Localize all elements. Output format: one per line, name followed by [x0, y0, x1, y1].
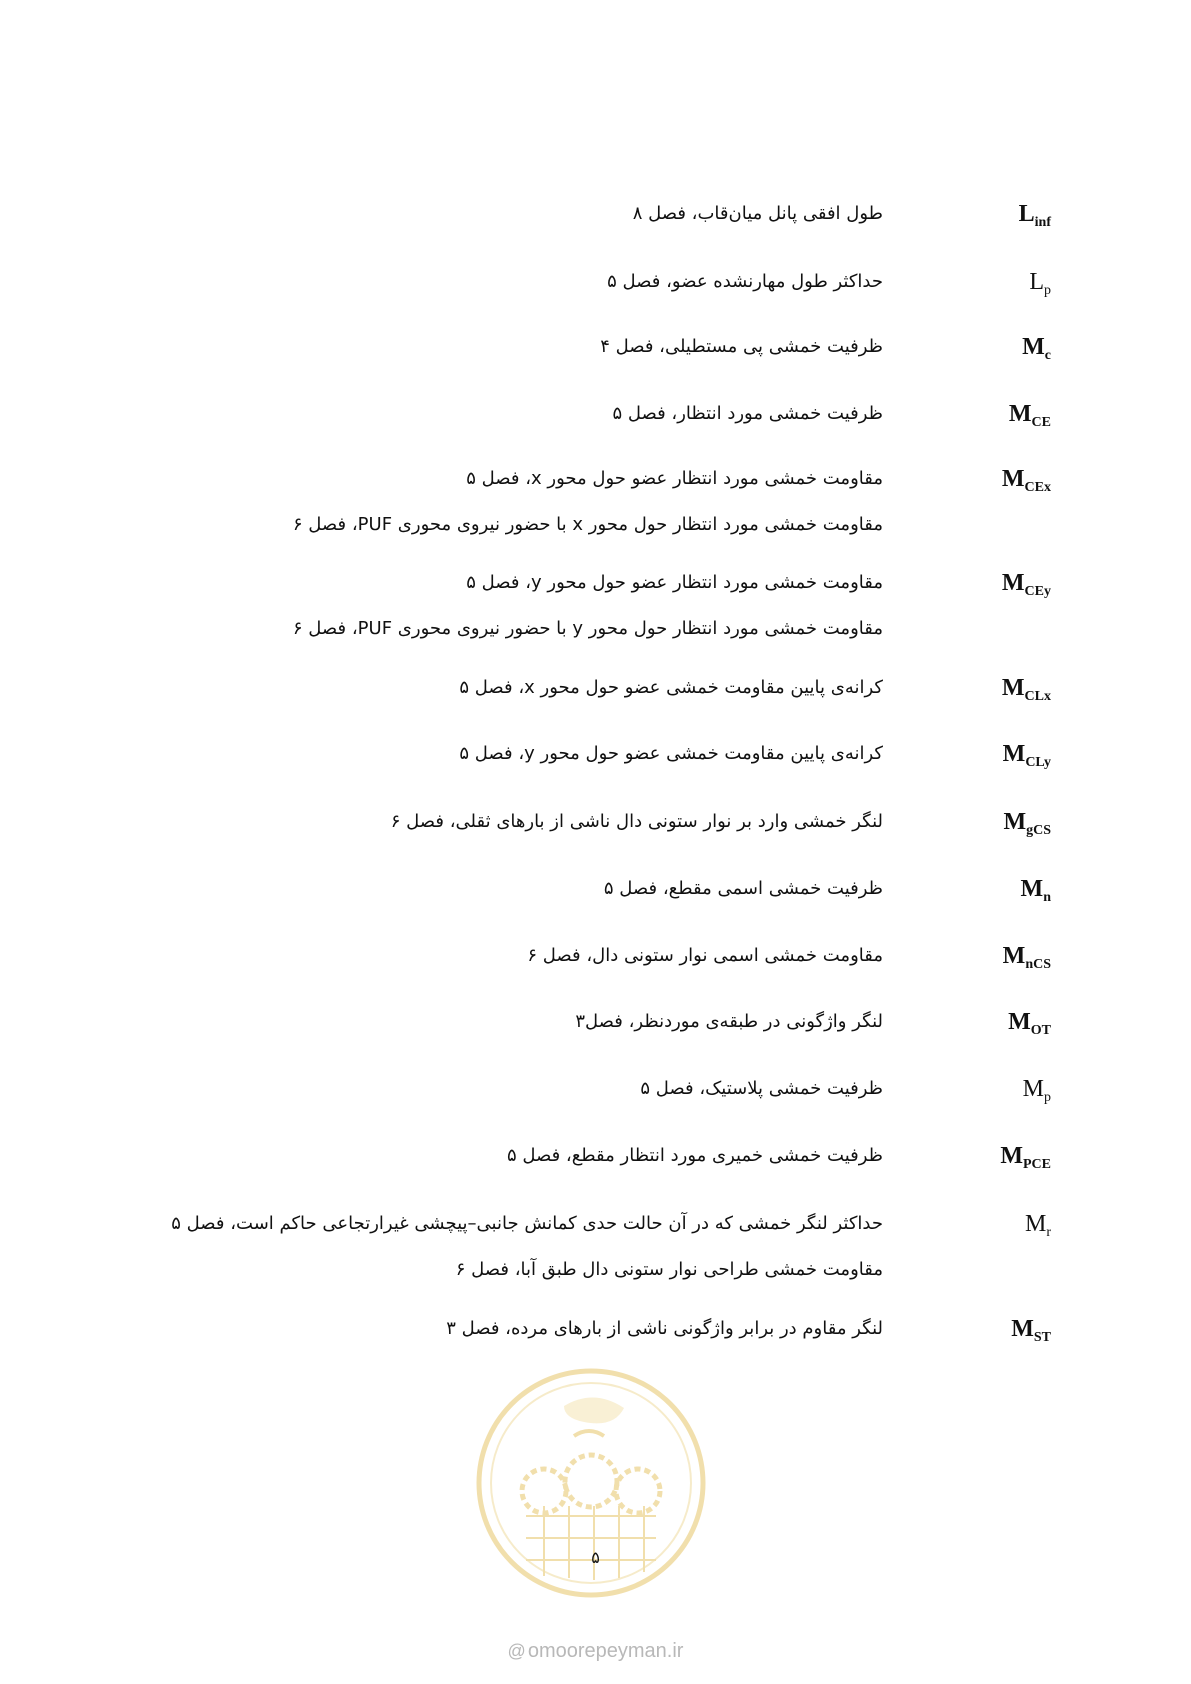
symbol-subscript: r — [1046, 1225, 1051, 1240]
symbol-base: M — [1020, 876, 1044, 902]
symbol-subscript: inf — [1034, 215, 1051, 230]
description-line: مقاومت خمشی مورد انتظار عضو حول محور x، فصل ۵ — [466, 468, 883, 489]
symbol-subscript: OT — [1030, 1023, 1051, 1038]
footer-watermark-site — [0, 1640, 1191, 1663]
symbol — [911, 808, 1051, 836]
symbol — [911, 268, 1051, 296]
symbol-description — [63, 1008, 883, 1036]
description-line: حداکثر لنگر خمشی که در آن حالت حدی کمانش جانبی–پیچشی غیرارتجاعی حاکم است، فصل ۵ — [171, 1213, 883, 1234]
symbol-subscript: CE — [1031, 415, 1051, 430]
symbol-subscript: CLy — [1025, 755, 1051, 770]
symbol-description — [63, 465, 883, 539]
symbol — [911, 942, 1051, 970]
symbol — [911, 740, 1051, 768]
description-line: مقاومت خمشی مورد انتظار عضو حول محور y، فصل ۵ — [466, 572, 883, 593]
symbol-base: M — [1022, 334, 1045, 360]
symbol — [911, 674, 1051, 702]
symbol-subscript: p — [1044, 1090, 1051, 1105]
symbol-base: M — [1011, 1316, 1034, 1342]
symbol — [911, 465, 1051, 493]
description-line: مقاومت خمشی مورد انتظار حول محور y با حضور نیروی محوری PUF، فصل ۶ — [292, 618, 883, 639]
symbol-description — [63, 1142, 883, 1170]
symbol-description — [63, 400, 883, 428]
symbol-description — [63, 1210, 883, 1284]
symbol — [911, 1008, 1051, 1036]
symbol — [911, 1315, 1051, 1343]
symbol-base: M — [1008, 401, 1032, 427]
symbol-subscript: nCS — [1025, 957, 1051, 972]
symbol-subscript: PCE — [1023, 1157, 1051, 1172]
symbol — [911, 1075, 1051, 1103]
symbol-subscript: p — [1044, 283, 1051, 298]
symbol — [911, 569, 1051, 597]
description-line: حداکثر طول مهارنشده عضو، فصل ۵ — [607, 271, 883, 292]
symbol-base: L — [1018, 201, 1035, 227]
symbol — [911, 400, 1051, 428]
description-line: لنگر واژگونی در طبقه‌ی موردنظر، فصل۳ — [575, 1011, 883, 1032]
symbol-base: M — [1003, 809, 1027, 835]
symbol-base: L — [1029, 269, 1044, 295]
symbol-description — [63, 200, 883, 228]
description-line: ظرفیت خمشی پی مستطیلی، فصل ۴ — [600, 336, 883, 357]
symbol-base: M — [1024, 1211, 1047, 1237]
description-line: لنگر خمشی وارد بر نوار ستونی دال ناشی از بارهای ثقلی، فصل ۶ — [390, 811, 883, 832]
description-line: کرانه‌ی پایین مقاومت خمشی عضو حول محور x، فصل ۵ — [459, 677, 883, 698]
symbol — [911, 1142, 1051, 1170]
symbol-subscript: CEy — [1024, 584, 1051, 599]
symbol-subscript: CEx — [1024, 480, 1051, 495]
symbol-description — [63, 942, 883, 970]
description-line: لنگر مقاوم در برابر واژگونی ناشی از بارهای مرده، فصل ۳ — [446, 1318, 883, 1339]
description-line: مقاومت خمشی اسمی نوار ستونی دال، فصل ۶ — [527, 945, 883, 966]
symbol-description — [63, 268, 883, 296]
description-line: مقاومت خمشی مورد انتظار حول محور x با حضور نیروی محوری PUF، فصل ۶ — [292, 514, 883, 535]
symbol-description — [63, 740, 883, 768]
symbol-description — [63, 1075, 883, 1103]
symbol-description — [63, 875, 883, 903]
at-icon: @ — [507, 1641, 526, 1661]
symbol-subscript: CLx — [1024, 689, 1051, 704]
description-line: ظرفیت خمشی اسمی مقطع، فصل ۵ — [603, 878, 883, 899]
symbol-base: M — [1002, 943, 1026, 969]
symbol — [911, 1210, 1051, 1238]
symbol-subscript: ST — [1033, 1330, 1051, 1345]
symbol-base: M — [1000, 1143, 1023, 1169]
description-line: طول افقی پانل میان‌قاب، فصل ۸ — [632, 203, 883, 224]
symbol-subscript: n — [1043, 890, 1051, 905]
symbol-base: M — [1002, 741, 1026, 767]
symbol — [911, 200, 1051, 228]
description-line: ظرفیت خمشی مورد انتظار، فصل ۵ — [612, 403, 883, 424]
symbol — [911, 333, 1051, 361]
symbol-base: M — [1022, 1076, 1044, 1102]
description-line: کرانه‌ی پایین مقاومت خمشی عضو حول محور y، فصل ۵ — [459, 743, 883, 764]
symbol-subscript: gCS — [1026, 823, 1051, 838]
symbol-base: M — [1001, 570, 1025, 596]
description-line: ظرفیت خمشی خمیری مورد انتظار مقطع، فصل ۵ — [506, 1145, 883, 1166]
symbol-subscript: c — [1044, 348, 1051, 363]
symbol-description — [63, 808, 883, 836]
symbol-description — [63, 1315, 883, 1343]
symbol-base: M — [1001, 466, 1025, 492]
description-line: ظرفیت خمشی پلاستیک، فصل ۵ — [640, 1078, 883, 1099]
symbol-description — [63, 333, 883, 361]
symbol-description — [63, 569, 883, 643]
symbol — [911, 875, 1051, 903]
footer-site-text: omoorepeyman.ir — [527, 1640, 684, 1662]
description-line: مقاومت خمشی طراحی نوار ستونی دال طبق آبا، فصل ۶ — [455, 1259, 883, 1280]
symbol-base: M — [1001, 675, 1025, 701]
symbol-base: M — [1008, 1009, 1031, 1035]
symbol-description — [63, 674, 883, 702]
page-number: ۵ — [591, 1548, 600, 1567]
